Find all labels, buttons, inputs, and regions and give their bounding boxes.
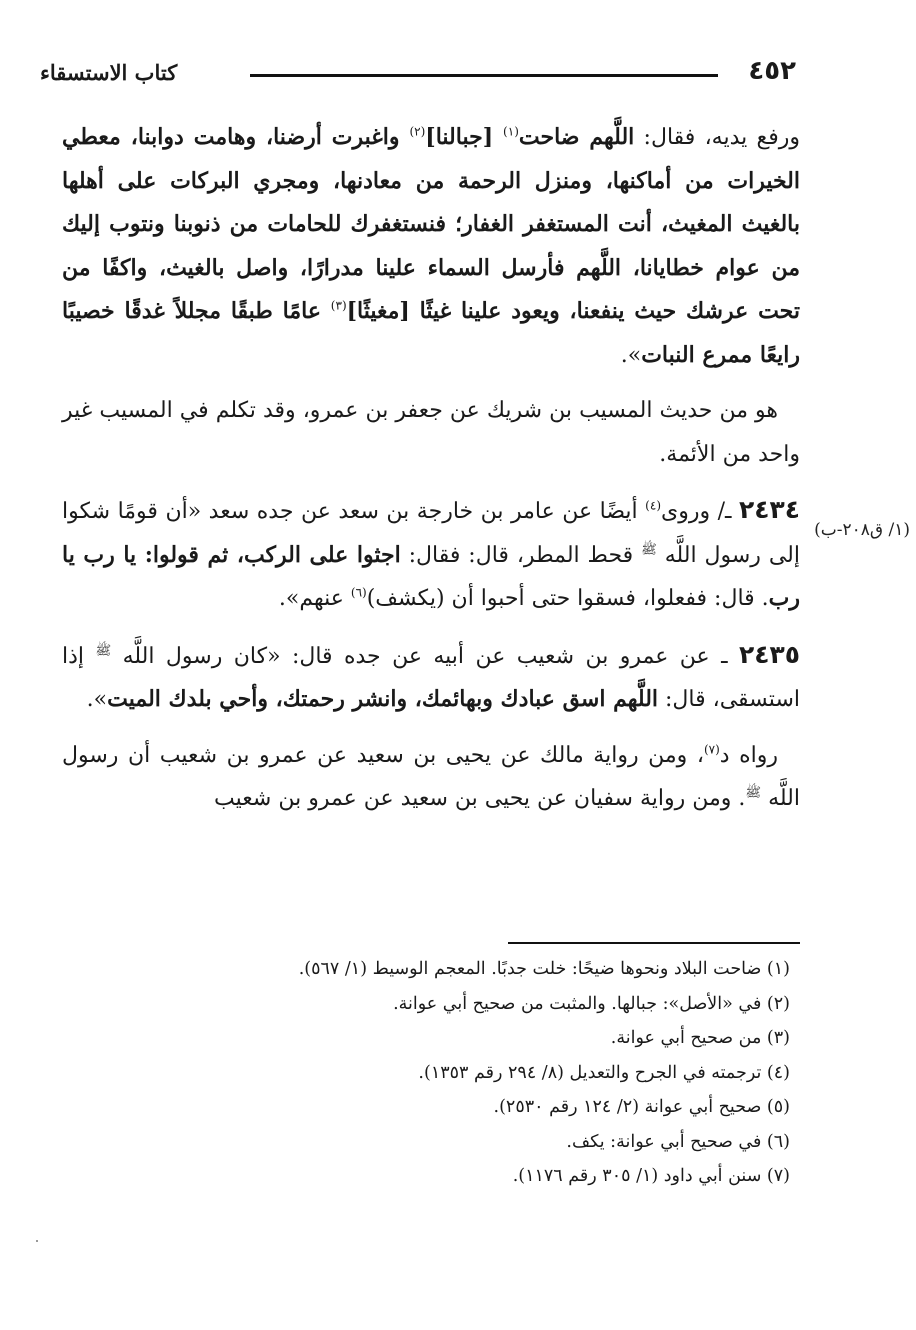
text-span: ». xyxy=(620,342,642,368)
salutation-glyph: ﷺ xyxy=(745,785,762,801)
hadith-2434 xyxy=(62,488,800,621)
paragraph-commentary xyxy=(62,389,800,476)
text-span: ، ومن رواية مالك عن يحيى بن سعيد عن عمرو بن شعيب أن رسول اللَّه xyxy=(62,742,800,811)
text-span: . ومن رواية سفيان عن يحيى بن سعيد عن عمرو بن شعيب xyxy=(214,786,746,811)
text-span: إذا استسقى، قال: xyxy=(62,643,800,712)
footnote-item: (٣) من صحيح أبي عوانة. xyxy=(610,1028,790,1048)
bold-text: اللَّهم اسق عبادك وبهائمك، وانشر رحمتك، وأحي بلدك الميت xyxy=(107,686,659,712)
footnote-ref: (٦) xyxy=(350,585,367,600)
text-span: ـ/ وروى xyxy=(661,499,739,524)
footnote-item: (٢) في «الأصل»: جبالها. والمثبت من صحيح أبي عوانة. xyxy=(393,993,790,1014)
footnote-item: (٥) صحيح أبي عوانة (٢/ ١٢٤ رقم ٢٥٣٠). xyxy=(493,1097,790,1117)
header-rule xyxy=(250,74,718,77)
footnote-item: (٦) في صحيح أبي عوانة: يكف. xyxy=(566,1131,790,1152)
text-span: قحط المطر، قال: فقال: xyxy=(400,542,642,568)
bold-text: واغبرت أرضنا، وهامت دوابنا، معطي الخيرات من أماكنها، ومنزل الرحمة من معادنها، ومجري البركات على أهلها بالغيث المغيث، أنت المستغفر الغفار؛ فنستغفرك للحامات من ذنوبنا ونتوب إليك من عوام خطايانا، اللَّهم فأرسل السماء علينا مدرارًا، واصل بالغيث، واكفًا من تحت عرشك حيث ينفعنا، ويعود علينا غيثًا [مغيثًا] xyxy=(62,124,801,324)
bold-text: اجثوا على الركب، ثم قولوا: يا رب يا رب xyxy=(62,541,800,611)
footnote-item: (٧) سنن أبي داود (١/ ٣٠٥ رقم ١١٧٦). xyxy=(512,1166,790,1186)
text-span: ورفع يديه، فقال: xyxy=(634,125,800,150)
bold-text: عامًا طبقًا مجللاً غدقًا خصيبًا رايعًا ممرع النبات xyxy=(62,298,800,368)
paragraph-narration xyxy=(62,734,800,821)
text-span: أيضًا عن عامر بن خارجة بن سعد عن جده سعد «أن قومًا شكوا إلى رسول اللَّه xyxy=(62,499,800,568)
main-text xyxy=(62,116,800,833)
footnote-item: (٤) ترجمته في الجرح والتعديل (٨/ ٢٩٤ رقم ١٣٥٣). xyxy=(418,1062,790,1083)
footnote-ref: (٧) xyxy=(703,742,720,757)
footnote-item: (١) ضاحت البلاد ونحوها ضيحًا: خلت جدبًا. المعجم الوسيط (١/ ٥٦٧). xyxy=(298,959,790,979)
text-span: رواه د xyxy=(719,742,778,768)
book-title: كتاب الاستسقاء xyxy=(40,60,178,85)
footnotes xyxy=(100,952,800,1194)
text-span: عنهم». xyxy=(278,586,351,611)
footnote-ref: (٤) xyxy=(645,498,661,513)
page-number: ٤٥٢ xyxy=(748,56,796,86)
footnote-separator xyxy=(508,942,800,944)
paragraph-supplication xyxy=(62,116,800,377)
text-span: هو من حديث المسيب بن شريك عن جعفر بن عمرو، وقد تكلم في المسيب غير واحد من الأئمة. xyxy=(62,398,800,467)
hadith-2435 xyxy=(62,633,800,722)
hadith-number: ٢٤٣٥ xyxy=(738,639,801,669)
hadith-number: ٢٤٣٤ xyxy=(738,495,801,524)
footnote-ref: (٢) xyxy=(409,124,426,139)
text-span: ـ عن عمرو بن شعيب عن أبيه عن جده قال: «كان رسول اللَّه xyxy=(111,643,739,669)
running-header xyxy=(40,52,800,96)
salutation-glyph: ﷺ xyxy=(95,643,112,659)
text-span: . قال: ففعلوا، فسقوا حتى أحبوا أن (يكشف) xyxy=(366,586,769,611)
text-span: ». xyxy=(86,687,108,712)
scan-speck xyxy=(36,1240,38,1242)
footnote-ref: (١) xyxy=(503,124,519,139)
footnote-ref: (٣) xyxy=(330,298,347,313)
manuscript-margin-note: (١/ ق٢٠٨-ب) xyxy=(814,520,910,540)
bold-text: [جبالنا] xyxy=(425,124,504,150)
bold-text: اللَّهم ضاحت xyxy=(518,124,635,150)
salutation-glyph: ﷺ xyxy=(641,542,657,558)
